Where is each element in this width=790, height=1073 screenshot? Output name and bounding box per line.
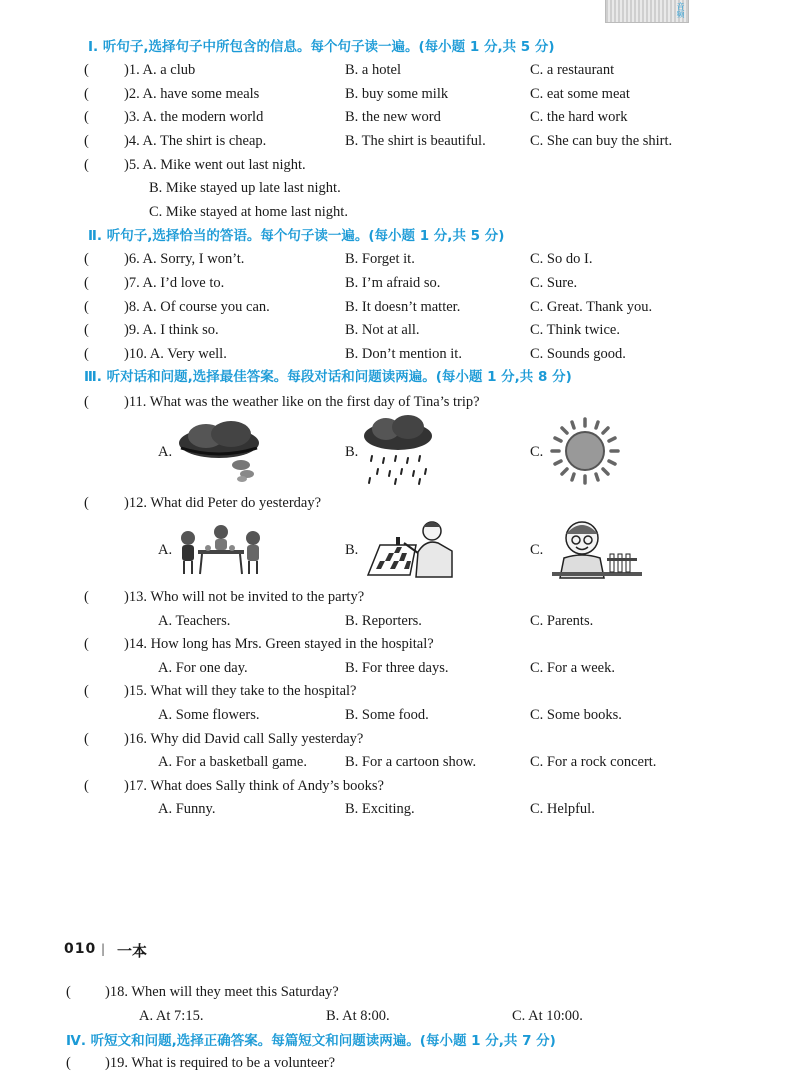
answer-paren[interactable]: ( <box>84 133 89 149</box>
q18-option-a: A. At 7:15. <box>139 1008 204 1024</box>
q8-option-b: B. It doesn’t matter. <box>345 299 461 315</box>
q9-option-a: )9. A. I think so. <box>124 322 219 338</box>
q16-option-b: B. For a cartoon show. <box>345 754 477 770</box>
footer-separator: | <box>101 942 106 956</box>
q12-label-b: B. <box>345 542 359 558</box>
q12-text: )12. What did Peter do yesterday? <box>124 495 322 511</box>
q10-option-b: B. Don’t mention it. <box>345 346 462 362</box>
answer-paren[interactable]: ( <box>84 731 89 747</box>
answer-paren[interactable]: ( <box>84 394 89 410</box>
chess-icon[interactable] <box>366 517 454 579</box>
q4-option-b: B. The shirt is beautiful. <box>345 133 486 149</box>
q5-option-c: C. Mike stayed at home last night. <box>149 204 348 220</box>
q8-option-a: )8. A. Of course you can. <box>124 299 270 315</box>
q9-option-b: B. Not at all. <box>345 322 420 338</box>
q1-option-c: C. a restaurant <box>530 62 615 78</box>
people-eating-icon[interactable] <box>176 520 264 576</box>
q17-option-a: A. Funny. <box>158 801 216 817</box>
section-1-title: Ⅰ. 听句子,选择句子中所包含的信息。每个句子读一遍。(每小题 1 分,共 5 分) <box>88 39 555 55</box>
q14-option-b: B. For three days. <box>345 660 449 676</box>
q14-option-c: C. For a week. <box>530 660 615 676</box>
q17-option-b: B. Exciting. <box>345 801 415 817</box>
q7-option-a: )7. A. I’d love to. <box>124 275 225 291</box>
q4-option-a: )4. A. The shirt is cheap. <box>124 133 267 149</box>
q14-text: )14. How long has Mrs. Green stayed in the hospital? <box>124 636 434 652</box>
answer-paren[interactable]: ( <box>84 275 89 291</box>
answer-paren[interactable]: ( <box>84 322 89 338</box>
q10-option-c: C. Sounds good. <box>530 346 626 362</box>
answer-paren[interactable]: ( <box>84 62 89 78</box>
answer-paren[interactable]: ( <box>84 778 89 794</box>
q3-option-b: B. the new word <box>345 109 441 125</box>
q5-option-a: )5. A. Mike went out last night. <box>124 157 306 173</box>
q6-option-a: )6. A. Sorry, I won’t. <box>124 251 245 267</box>
q12-label-a: A. <box>158 542 173 558</box>
q13-option-b: B. Reporters. <box>345 613 422 629</box>
q11-text: )11. What was the weather like on the first day of Tina’s trip? <box>124 394 480 410</box>
q12-label-c: C. <box>530 542 544 558</box>
answer-paren[interactable]: ( <box>84 157 89 173</box>
q17-option-c: C. Helpful. <box>530 801 595 817</box>
section-2-title: Ⅱ. 听句子,选择恰当的答语。每个句子读一遍。(每小题 1 分,共 5 分) <box>88 228 505 244</box>
q16-option-c: C. For a rock concert. <box>530 754 657 770</box>
q14-option-a: A. For one day. <box>158 660 248 676</box>
answer-paren[interactable]: ( <box>84 299 89 315</box>
q2-option-c: C. eat some meat <box>530 86 630 102</box>
page-number: 010 <box>64 941 97 957</box>
answer-paren[interactable]: ( <box>84 683 89 699</box>
q19-text: )19. What is required to be a volunteer? <box>105 1055 336 1071</box>
q17-text: )17. What does Sally think of Andy’s books? <box>124 778 384 794</box>
q7-option-c: C. Sure. <box>530 275 578 291</box>
q15-option-c: C. Some books. <box>530 707 622 723</box>
q1-option-b: B. a hotel <box>345 62 401 78</box>
q16-text: )16. Why did David call Sally yesterday? <box>124 731 364 747</box>
answer-paren[interactable]: ( <box>84 589 89 605</box>
answer-paren[interactable]: ( <box>84 636 89 652</box>
answer-paren[interactable]: ( <box>84 495 89 511</box>
q3-option-a: )3. A. the modern world <box>124 109 264 125</box>
q8-option-c: C. Great. Thank you. <box>530 299 653 315</box>
answer-paren[interactable]: ( <box>84 346 89 362</box>
section-4-title: Ⅳ. 听短文和问题,选择正确答案。每篇短文和问题读两遍。(每小题 1 分,共 7 分) <box>66 1033 556 1049</box>
q15-option-b: B. Some food. <box>345 707 429 723</box>
answer-paren[interactable]: ( <box>66 1055 71 1071</box>
q4-option-c: C. She can buy the shirt. <box>530 133 673 149</box>
q10-option-a: )10. A. Very well. <box>124 346 227 362</box>
q15-text: )15. What will they take to the hospital? <box>124 683 357 699</box>
q9-option-c: C. Think twice. <box>530 322 620 338</box>
q3-option-c: C. the hard work <box>530 109 628 125</box>
q15-option-a: A. Some flowers. <box>158 707 260 723</box>
q2-option-b: B. buy some milk <box>345 86 449 102</box>
q11-label-c: C. <box>530 444 544 460</box>
q1-option-a: )1. A. a club <box>124 62 196 78</box>
q13-option-a: A. Teachers. <box>158 613 231 629</box>
section-3-title: Ⅲ. 听对话和问题,选择最佳答案。每段对话和问题读两遍。(每小题 1 分,共 8 分) <box>84 369 572 385</box>
brand-logo: 一本 <box>117 942 148 960</box>
q11-label-a: A. <box>158 444 173 460</box>
qr-label: 音频 <box>676 2 685 18</box>
q6-option-b: B. Forget it. <box>345 251 415 267</box>
cloudy-icon[interactable] <box>176 416 262 482</box>
answer-paren[interactable]: ( <box>84 86 89 102</box>
qr-code-audio[interactable] <box>605 0 689 23</box>
q11-label-b: B. <box>345 444 359 460</box>
q7-option-b: B. I’m afraid so. <box>345 275 441 291</box>
answer-paren[interactable]: ( <box>66 984 71 1000</box>
q2-option-a: )2. A. have some meals <box>124 86 260 102</box>
q18-option-b: B. At 8:00. <box>326 1008 390 1024</box>
science-experiment-icon[interactable] <box>552 516 642 580</box>
answer-paren[interactable]: ( <box>84 109 89 125</box>
rain-icon[interactable] <box>362 414 434 486</box>
q13-option-c: C. Parents. <box>530 613 594 629</box>
q6-option-c: C. So do I. <box>530 251 593 267</box>
q18-option-c: C. At 10:00. <box>512 1008 583 1024</box>
q18-text: )18. When will they meet this Saturday? <box>105 984 339 1000</box>
answer-paren[interactable]: ( <box>84 251 89 267</box>
q16-option-a: A. For a basketball game. <box>158 754 307 770</box>
q13-text: )13. Who will not be invited to the party? <box>124 589 365 605</box>
sun-icon[interactable] <box>546 416 624 486</box>
q5-option-b: B. Mike stayed up late last night. <box>149 180 341 196</box>
